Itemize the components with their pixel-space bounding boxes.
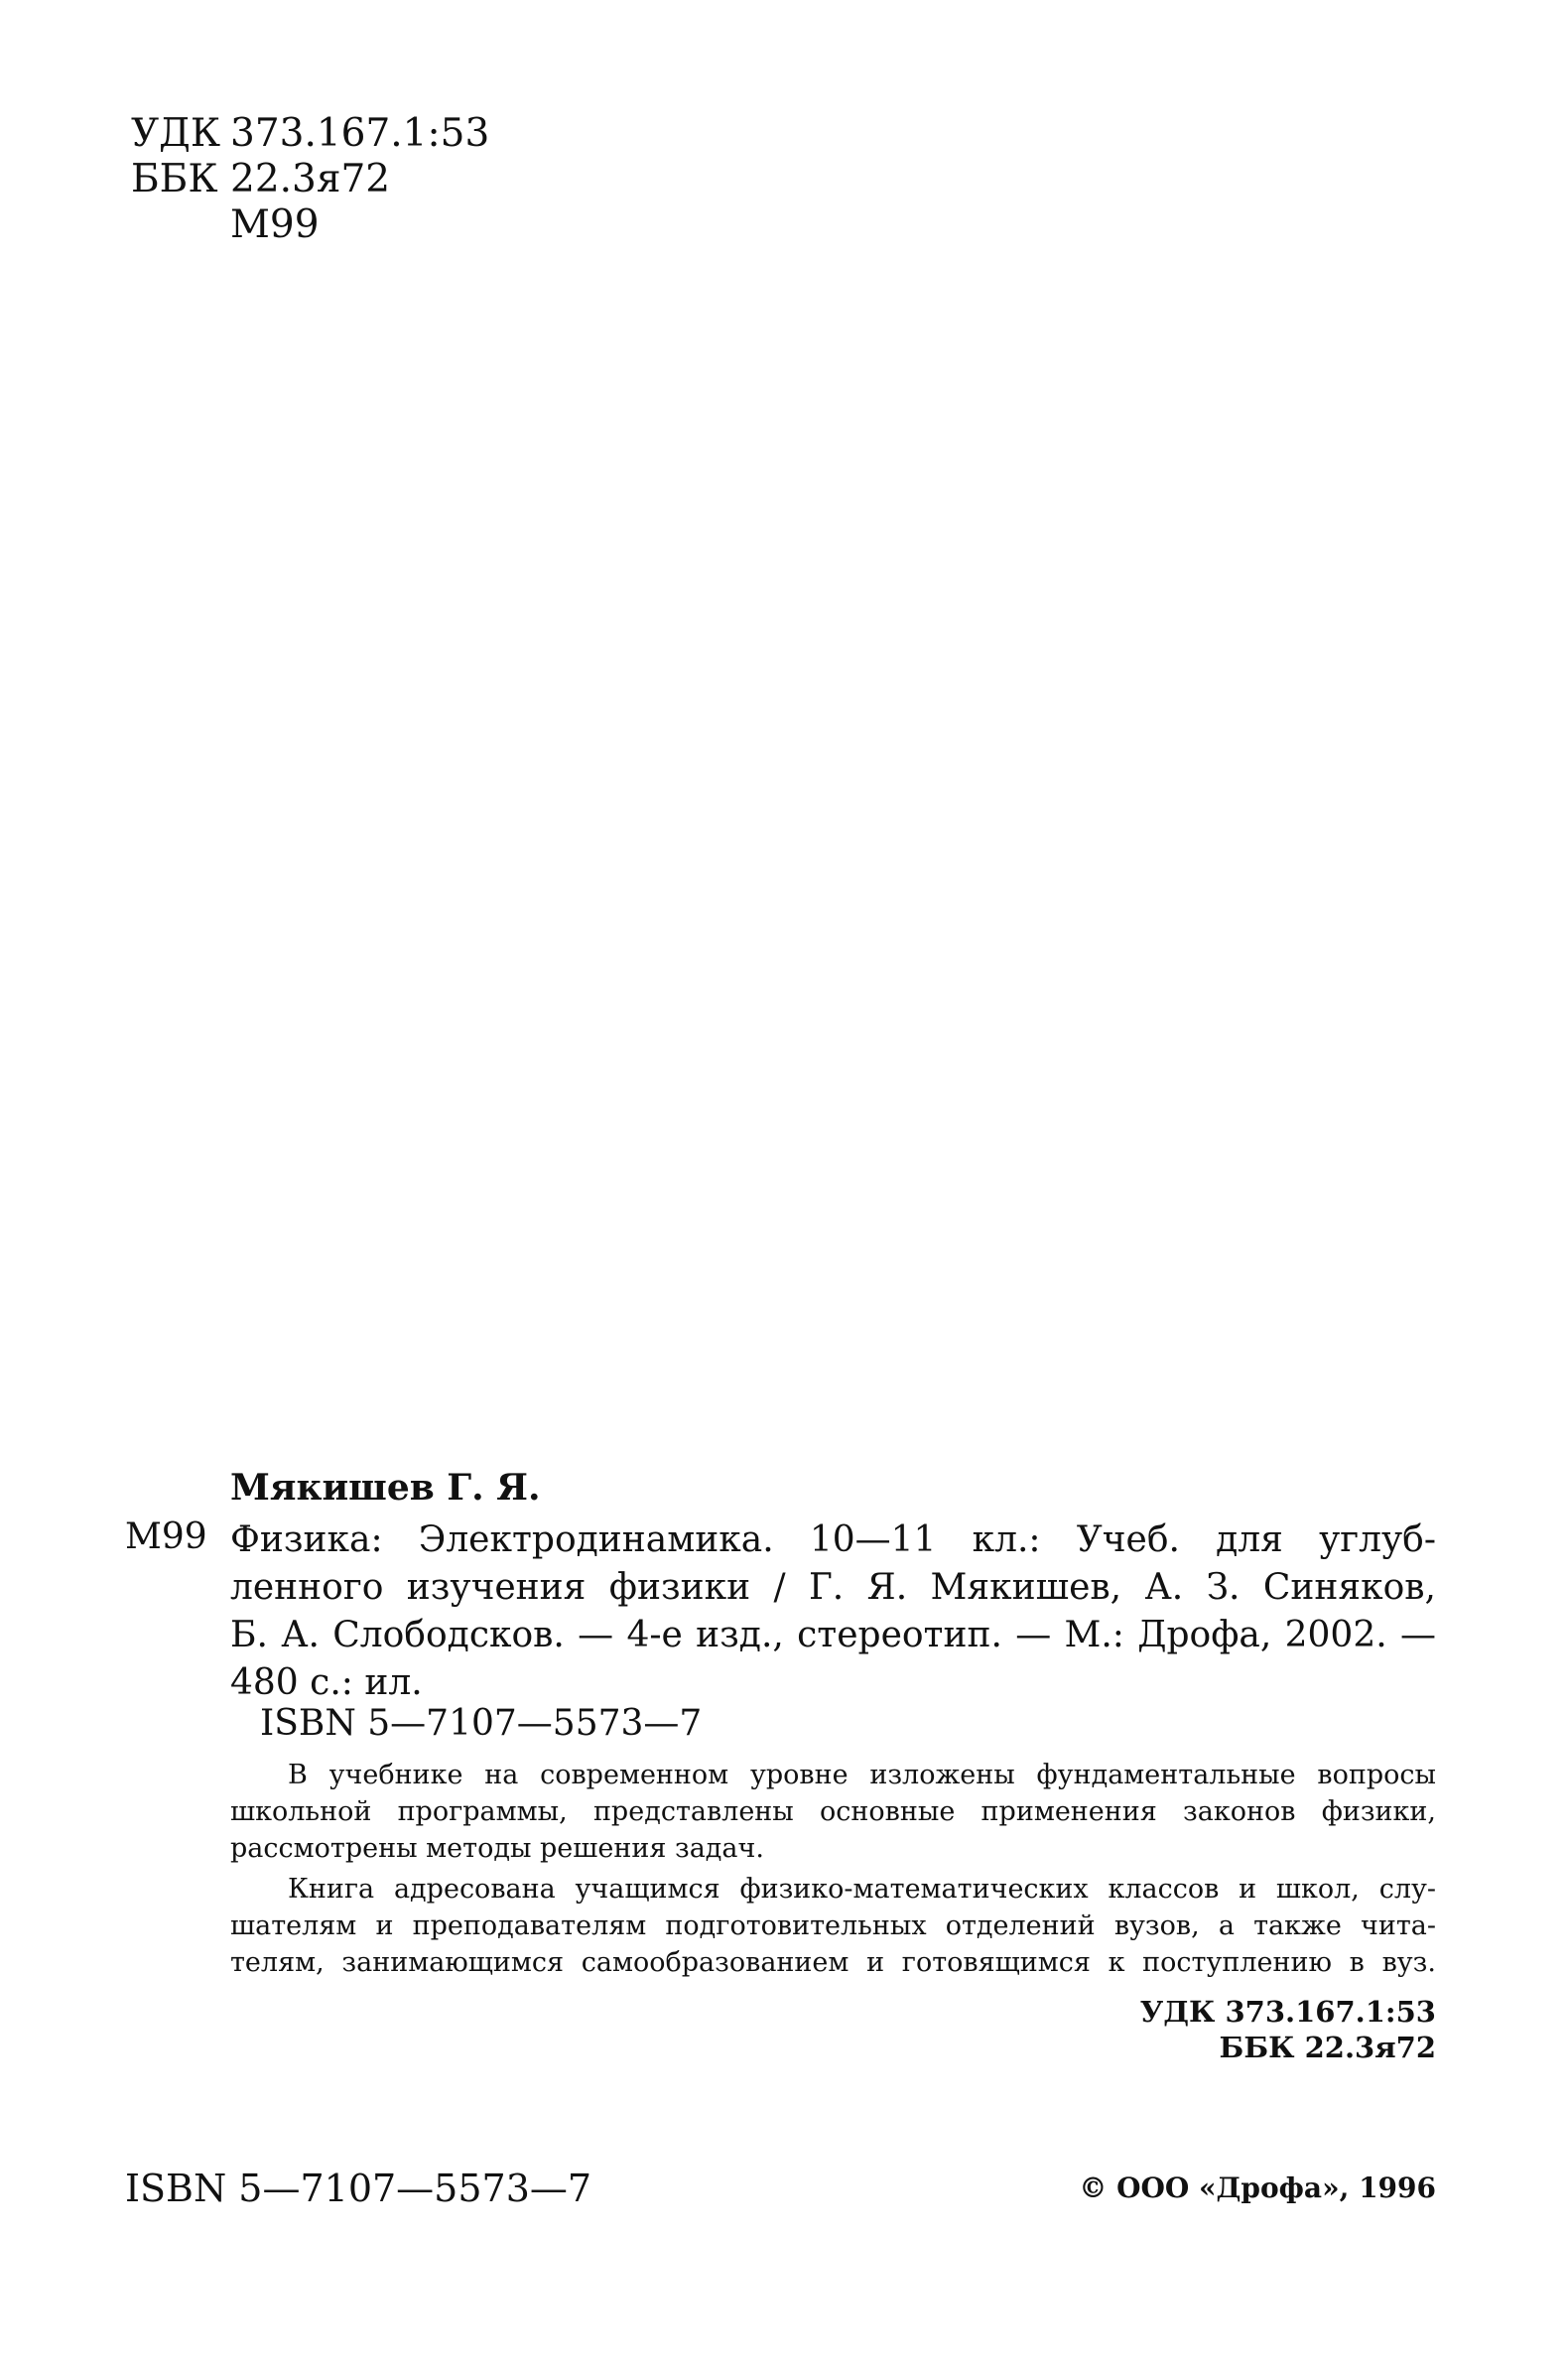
description-line: Физика: Электродинамика. 10—11 кл.: Учеб. для углуб- <box>230 1519 1436 1560</box>
annotation-line: рассмотрены методы решения задач. <box>230 1833 764 1864</box>
udk-value: 373.167.1:53 <box>230 111 490 156</box>
description-line: Б. А. Слободсков. — 4-е изд., стереотип. — М.: Дрофа, 2002. — <box>230 1615 1436 1655</box>
bbk-label: ББК <box>131 157 218 201</box>
udk-row <box>131 111 489 157</box>
classification-block-right <box>1140 1994 1436 2065</box>
description-line: 480 с.: ил. <box>230 1662 423 1703</box>
author-mark-row <box>131 202 489 248</box>
udk-right: УДК 373.167.1:53 <box>1139 1995 1436 2029</box>
classification-block-top <box>131 111 489 248</box>
copyright: © ООО «Дрофа», 1996 <box>1079 2172 1436 2204</box>
bbk-row <box>131 157 489 202</box>
annotation-line: Книга адресована учащимся физико-математических классов и школ, слу- <box>288 1874 1436 1905</box>
annotation-paragraph-1 <box>230 1757 1436 1867</box>
description-line: ленного изучения физики / Г. Я. Мякишев, А. З. Синяков, <box>230 1567 1436 1608</box>
author-mark: М99 <box>230 202 320 247</box>
footer-isbn: ISBN 5—7107—5573—7 <box>125 2167 592 2210</box>
catalog-description <box>230 1516 1436 1707</box>
annotation-line: шателям и преподавателям подготовительных отделений вузов, а также чита- <box>230 1910 1436 1941</box>
annotation-paragraph-2 <box>230 1871 1436 1981</box>
bbk-right: ББК 22.3я72 <box>1219 2031 1436 2064</box>
annotation-line: В учебнике на современном уровне изложены фундаментальные вопросы <box>288 1760 1436 1790</box>
catalog-code: М99 <box>125 1516 207 1557</box>
udk-label: УДК <box>131 111 221 156</box>
bbk-value: 22.3я72 <box>230 157 391 201</box>
annotation <box>230 1757 1436 1985</box>
annotation-line: телям, занимающимся самообразованием и готовящимся к поступлению в вуз. <box>230 1947 1436 1978</box>
catalog-isbn: ISBN 5—7107—5573—7 <box>260 1703 703 1744</box>
catalog-author: Мякишев Г. Я. <box>230 1467 541 1509</box>
annotation-line: школьной программы, представлены основные применения законов физики, <box>230 1796 1436 1827</box>
